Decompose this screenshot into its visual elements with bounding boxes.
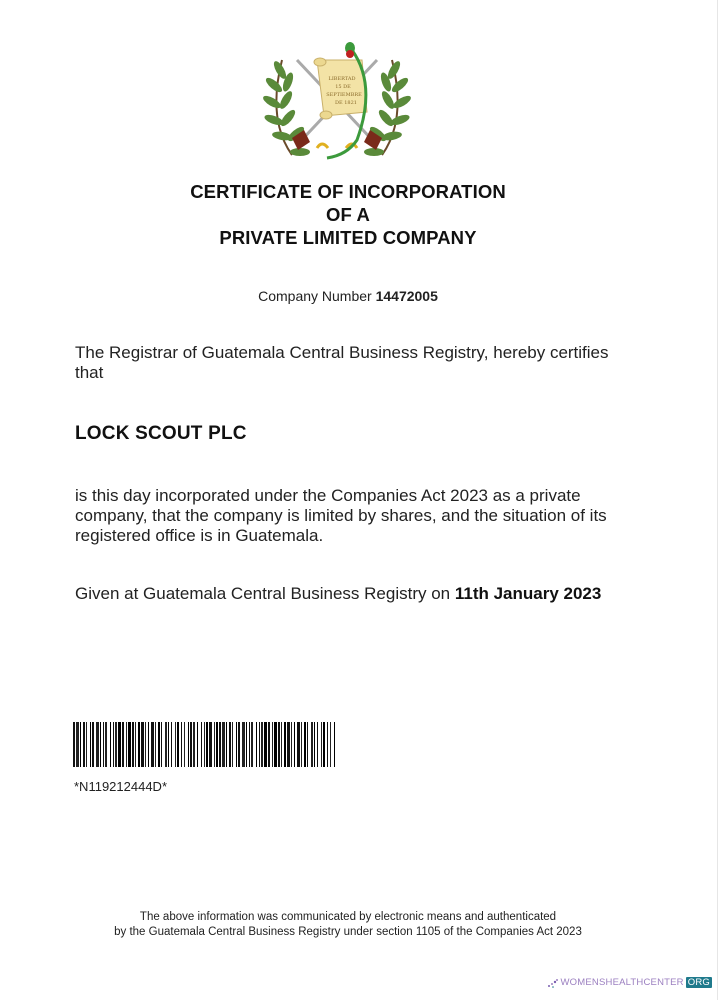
scroll-text-line-2: 15 DE: [335, 84, 351, 90]
footer-line-2: by the Guatemala Central Business Registry under section 1105 of the Companies Act 2023: [114, 926, 582, 938]
watermark: [547, 977, 713, 988]
certificate-title: [0, 180, 696, 249]
barcode-icon: [73, 722, 336, 767]
scroll-text-line-1: LIBERTAD: [328, 76, 356, 82]
footer-note: [0, 910, 696, 940]
footer-line-1: The above information was communicated by electronic means and authenticated: [139, 911, 557, 923]
dots-logo-icon: [547, 978, 559, 988]
company-number-label: Company Number: [258, 288, 372, 304]
given-at-statement: [75, 584, 635, 604]
title-line-3: PRIVATE LIMITED COMPANY: [219, 227, 477, 248]
company-number: [0, 288, 696, 304]
barcode-code: *N119212444D*: [74, 779, 167, 794]
certification-statement: The Registrar of Guatemala Central Business Registry, hereby certifies that: [75, 343, 609, 382]
scroll-text-line-4: DE 1821: [335, 100, 357, 106]
company-name: LOCK SCOUT PLC: [75, 423, 247, 444]
watermark-tld: ORG: [687, 977, 710, 988]
scroll-text-line-3: SEPTIEMBRE: [326, 92, 362, 98]
watermark-site: WOMENSHEALTHCENTER: [560, 977, 684, 988]
given-at-text: Given at Guatemala Central Business Registry on: [75, 584, 451, 603]
title-line-2: OF A: [326, 204, 370, 225]
incorporation-statement: is this day incorporated under the Companies Act 2023 as a private company, that the company is limited by shares, and the situation of its registered office is in Guatemala.: [75, 486, 607, 545]
incorporation-date: 11th January 2023: [454, 584, 602, 603]
page-edge: [717, 0, 718, 1000]
coat-of-arms-icon: [262, 30, 412, 170]
company-number-value: 14472005: [375, 288, 438, 304]
title-line-1: CERTIFICATE OF INCORPORATION: [190, 181, 506, 202]
guatemala-coat-of-arms-emblem: [262, 30, 412, 170]
